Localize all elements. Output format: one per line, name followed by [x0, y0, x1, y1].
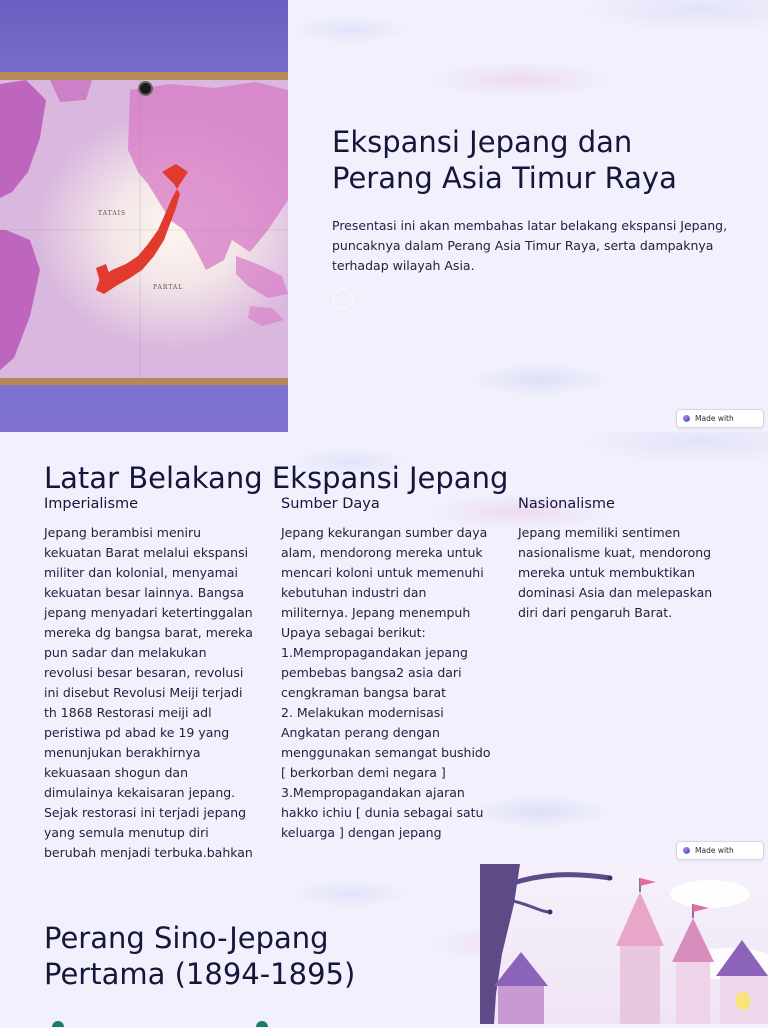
pin-icon — [138, 81, 153, 96]
map-rod-top — [0, 72, 288, 80]
badge-label: Made with — [695, 414, 734, 423]
badge-label: Made with — [695, 846, 734, 855]
slide-background-reasons — [0, 432, 768, 864]
slide-sino-japanese-war — [0, 864, 768, 1024]
column-text: Jepang memiliki sentimen nasionalisme kuat, mendorong mereka untuk membuktikan dominasi Asia dan melepaskan diri dari pengaruh Barat. — [518, 525, 713, 620]
column-sumber-daya — [281, 495, 491, 843]
japan-highlight — [96, 164, 188, 294]
column-heading: Nasionalisme — [518, 496, 615, 512]
map-label: TATAIS — [98, 210, 127, 217]
column-nasionalisme — [518, 495, 728, 623]
slide-description: Presentasi ini akan membahas latar belakang ekspansi Jepang, puncaknya dalam Perang Asia Timur Raya, serta dampaknya terhadap wilayah Asia. — [332, 218, 728, 273]
column-imperialisme — [44, 495, 254, 863]
bullet-icon — [256, 1021, 268, 1027]
made-with-gamma-badge[interactable] — [676, 409, 764, 428]
slide-title — [0, 0, 768, 432]
column-text: Jepang berambisi meniru kekuatan Barat melalui ekspansi militer dan kolonial, menyamai kekuatan besar lainnya. Bangsa jepang menyadari ketertinggalan mereka dg bangsa barat, mereka pun sadar dan melakukan revolusi besar besaran, revolusi ini disebut Revolusi Meiji terjadi th 1868 Restorasi meiji adl peristiwa pd abad ke 19 yang menunjukan berakhirnya kekuasaan shogun dan dimulainya kekaisaran jepang. Sejak restorasi ini terjadi jepang yang semula menutup diri berubah menjadi terbuka.bahkan — [44, 525, 253, 860]
made-with-gamma-badge[interactable] — [676, 841, 764, 860]
loading-indicator-icon — [333, 289, 353, 309]
castle-illustration — [480, 864, 768, 1024]
column-text: Jepang kekurangan sumber daya alam, mendorong mereka untuk mencari koloni untuk memenuhi kebutuhan industri dan militernya. Jepang menempuh Upaya sebagai berikut: 1.Mempropagandakan jepang pembebas bangsa2 asia dari cengkraman bangsa barat 2. Melakukan modernisasi Angkatan perang dengan menggunakan semangat bushido [ berkorban demi negara ] 3.Mempropagandakan ajaran hakko ichiu [ dunia sebagai satu keluarga ] dengan jepang — [281, 525, 491, 840]
column-heading: Imperialisme — [44, 496, 139, 512]
gamma-logo-icon — [683, 847, 690, 854]
map-label: PARTAL — [153, 284, 184, 291]
bullet-icon — [52, 1021, 64, 1027]
world-map-illustration — [0, 80, 288, 378]
gamma-logo-icon — [683, 415, 690, 422]
map-rod-bottom — [0, 378, 288, 385]
slide-title-heading: Ekspansi Jepang dan Perang Asia Timur Raya — [332, 125, 677, 195]
world-map-photo — [0, 0, 288, 432]
column-heading: Sumber Daya — [281, 496, 380, 512]
castle-illustration-art — [480, 864, 768, 1024]
section-title: Latar Belakang Ekspansi Jepang — [44, 461, 509, 495]
section-title: Perang Sino-Jepang Pertama (1894-1895) — [44, 921, 356, 991]
